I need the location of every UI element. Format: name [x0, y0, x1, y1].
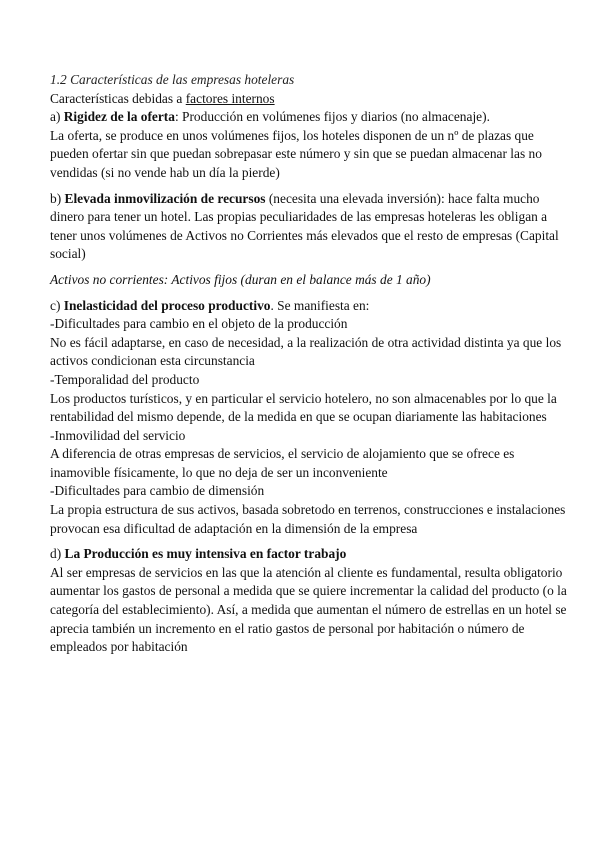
item-b-paragraph — [50, 190, 574, 264]
intro-prefix: Características debidas a — [50, 90, 186, 106]
sub-item-heading: -Dificultades para cambio en el objeto de la producción — [50, 316, 348, 332]
document-page — [50, 71, 574, 657]
item-c-title: Inelasticidad del proceso productivo — [63, 297, 271, 313]
item-d-heading — [50, 545, 574, 564]
item-d-label: d) — [50, 546, 65, 562]
item-a-heading — [50, 108, 574, 127]
sub-item-heading: -Dificultades para cambio de dimensión — [50, 483, 265, 499]
sub-item-body: A diferencia de otras empresas de servicios, el servicio de alojamiento que se ofrece es inamovible físicamente, lo que no deja de ser un inconveniente — [50, 446, 515, 480]
section-title: 1.2 Características de las empresas hoteleras — [50, 72, 295, 87]
sub-item-body: Los productos turísticos, y en particular el servicio hotelero, no son almacenables por lo que la rentabilidad del mismo depende, de la medida en que se ocupan diariamente las habitaciones — [50, 390, 557, 425]
item-c-rest: . Se manifiesta en: — [270, 297, 370, 313]
sub-item-heading: -Inmovilidad del servicio — [50, 427, 186, 443]
item-d-body: Al ser empresas de servicios en las que la atención al cliente es fundamental, resulta obligatorio aumentar los gastos de personal a medida que se quiere incrementar la calidad del producto (o la categoría del establecimiento). Así, a medida que aumentan el número de estrellas en un hotel se aprecia también un incremento en el ratio gastos de personal por habitación o número de empleados por habitación — [50, 564, 567, 655]
item-c-label: c) — [50, 297, 64, 313]
item-a-label: a) — [50, 109, 64, 125]
item-d-title: La Producción es muy intensiva en factor trabajo — [64, 546, 347, 562]
intro-line — [50, 90, 574, 109]
item-c-heading — [50, 297, 574, 316]
item-b-title: Elevada inmovilización de recursos — [64, 190, 266, 206]
sub-item-body: No es fácil adaptarse, en caso de necesidad, a la realización de otra actividad distinta ya que los activos condicionan esta circunstancia — [50, 334, 562, 369]
item-b-label: b) — [50, 190, 65, 206]
sub-item-heading: -Temporalidad del producto — [50, 371, 200, 387]
intro-underlined: factores internos — [185, 90, 275, 106]
note-line: Activos no corrientes: Activos fijos (duran en el balance más de 1 año) — [50, 271, 431, 287]
sub-item-body: La propia estructura de sus activos, basada sobretodo en terrenos, construcciones e instalaciones provocan esa dificultad de adaptación en la dimensión de la empresa — [50, 502, 566, 536]
item-a-title: Rigidez de la oferta — [63, 109, 175, 125]
item-a-body: La oferta, se produce en unos volúmenes fijos, los hoteles disponen de un nº de plazas que pueden ofertar sin que puedan sobrepasar este número y sin que se puedan almacenar las no vendidas (si no vende hab un día la pierde) — [50, 127, 542, 180]
item-a-rest: : Producción en volúmenes fijos y diarios (no almacenaje). — [174, 109, 490, 125]
item-b-rest: (necesita una elevada inversión): hace falta mucho dinero para tener un hotel. Las propias peculiaridades de las empresas hoteleras les obligan a tener unos volúmenes de Activos no Corrientes más elevados que el resto de empresas (Capital social) — [50, 190, 559, 262]
